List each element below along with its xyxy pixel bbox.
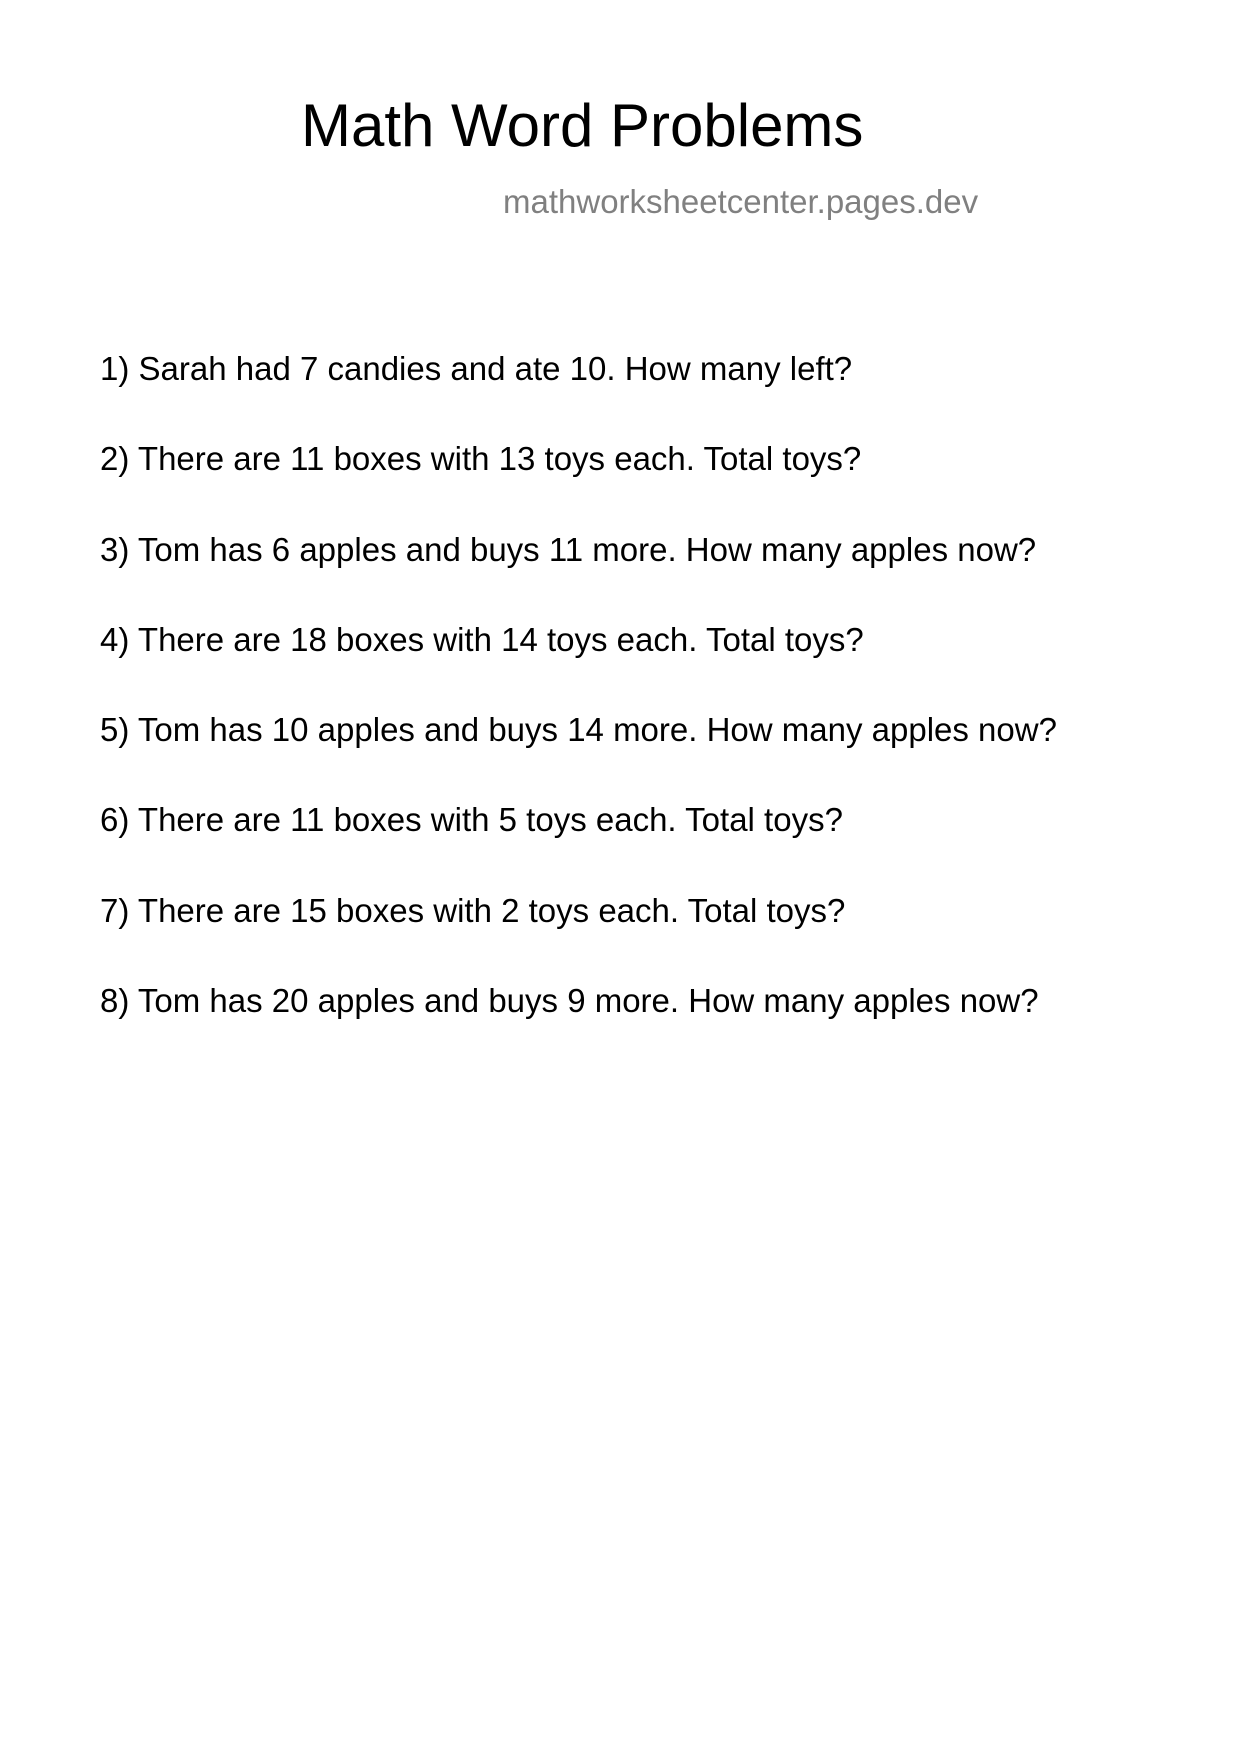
problem-item: 2) There are 11 boxes with 13 toys each. Total toys? <box>100 440 862 478</box>
problem-item: 1) Sarah had 7 candies and ate 10. How many left? <box>100 350 853 387</box>
problem-item: 4) There are 18 boxes with 14 toys each. Total toys? <box>100 620 864 658</box>
problem-item: 6) There are 11 boxes with 5 toys each. Total toys? <box>100 801 843 839</box>
problem-item: 7) There are 15 boxes with 2 toys each. Total toys? <box>100 891 846 929</box>
problem-item: 3) Tom has 6 apples and buys 11 more. How many apples now? <box>100 530 1037 568</box>
problem-list <box>100 352 1057 1074</box>
page-title: Math Word Problems <box>301 92 864 159</box>
site-url: mathworksheetcenter.pages.dev <box>503 183 979 220</box>
problem-item: 5) Tom has 10 apples and buys 14 more. How many apples now? <box>100 711 1057 749</box>
problem-item: 8) Tom has 20 apples and buys 9 more. How many apples now? <box>100 982 1039 1020</box>
